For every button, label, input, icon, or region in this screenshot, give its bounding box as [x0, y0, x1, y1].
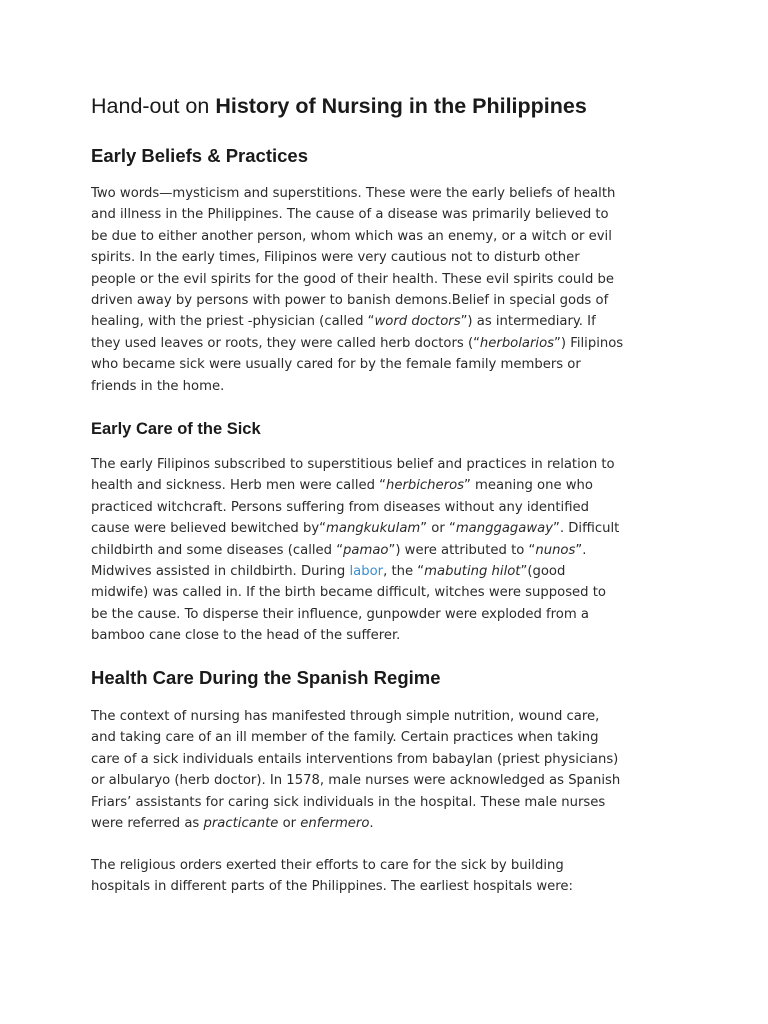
text-run: ”) were attributed to “: [388, 542, 536, 558]
text-line: [91, 540, 691, 561]
text-run: bamboo cane close to the head of the sufferer.: [91, 628, 401, 644]
text-run: be due to either another person, whom which was an enemy, or a witch or evil: [91, 228, 612, 244]
text-line: [91, 311, 691, 332]
text-run: The context of nursing has manifested through simple nutrition, wound care,: [91, 709, 600, 724]
text-run: ” or “: [420, 521, 456, 537]
text-run: ”. Difficult: [553, 521, 620, 537]
italic-term: enfermero: [300, 816, 370, 832]
text-run: hospitals in different parts of the Philippines. The earliest hospitals were:: [91, 879, 573, 895]
text-run: midwife) was called in. If the birth became difficult, witches were supposed to: [91, 585, 606, 601]
paragraph-religious-orders: [91, 855, 691, 898]
text-run: ”) as intermediary. If: [460, 314, 596, 330]
text-line: [91, 497, 691, 518]
text-line: [91, 226, 691, 247]
text-line: [91, 706, 691, 727]
text-run: ”(good: [520, 564, 566, 580]
text-line: [91, 183, 691, 204]
text-run: Midwives assisted in childbirth. During: [91, 564, 350, 580]
text-run: .: [369, 816, 374, 832]
text-line: [91, 813, 691, 834]
text-line: [91, 247, 691, 268]
text-line: [91, 475, 691, 496]
text-run: who became sick were usually cared for by the female family members or: [91, 357, 581, 373]
italic-term: manggagaway: [455, 521, 554, 537]
text-line: [91, 518, 691, 539]
text-run: The religious orders exerted their efforts to care for the sick by building: [91, 858, 564, 873]
italic-term: herbicheros: [386, 478, 465, 494]
text-run: and taking care of an ill member of the family. Certain practices when taking: [91, 730, 599, 746]
paragraph-early-beliefs: [91, 183, 691, 397]
text-run: they used leaves or roots, they were called herb doctors (“: [91, 335, 480, 351]
heading-early-beliefs: Early Beliefs & Practices: [91, 145, 308, 166]
text-line: [91, 749, 691, 770]
italic-term: nunos: [535, 542, 576, 558]
italic-term: mabuting hilot: [424, 564, 521, 580]
text-run: ” meaning one who: [464, 478, 593, 494]
italic-term: practicante: [203, 816, 279, 832]
text-line: [91, 561, 691, 582]
text-run: Friars’ assistants for caring sick individuals in the hospital. These male nurses: [91, 794, 606, 810]
text-run: spirits. In the early times, Filipinos were very cautious not to disturb other: [91, 250, 580, 266]
text-run: driven away by persons with power to banish demons.Belief in special gods of: [91, 293, 609, 309]
text-line: [91, 333, 691, 354]
text-run: were referred as: [91, 816, 204, 832]
text-line: [91, 792, 691, 813]
text-line: [91, 625, 691, 646]
text-run: Two words—mysticism and superstitions. These were the early beliefs of health: [91, 186, 616, 201]
text-run: cause were believed bewitched by“: [91, 521, 327, 537]
document-title: [91, 94, 587, 119]
italic-term: mangkukulam: [326, 521, 421, 537]
heading-early-care: Early Care of the Sick: [91, 420, 261, 438]
text-run: people or the evil spirits for the good of their health. These evil spirits could be: [91, 271, 615, 287]
text-line: [91, 454, 691, 475]
text-run: and illness in the Philippines. The cause of a disease was primarily believed to: [91, 207, 609, 223]
text-run: practiced witchcraft. Persons suffering from diseases without any identified: [91, 499, 590, 515]
text-run: or albularyo (herb doctor). In 1578, male nurses were acknowledged as Spanish: [91, 773, 621, 789]
text-run: The early Filipinos subscribed to superstitious belief and practices in relation to: [91, 457, 615, 472]
italic-term: herbolarios: [479, 335, 555, 351]
text-run: childbirth and some diseases (called “: [91, 542, 344, 558]
title-prefix: Hand-out on: [91, 94, 216, 118]
paragraph-spanish-regime: [91, 706, 691, 834]
text-line: [91, 727, 691, 748]
text-run: care of a sick individuals entails interventions from babaylan (priest physicians): [91, 751, 619, 767]
title-main: History of Nursing in the Philippines: [215, 94, 587, 118]
text-line: [91, 876, 691, 897]
text-line: [91, 376, 691, 397]
text-run: ”.: [575, 542, 587, 558]
text-run: health and sickness. Herb men were called “: [91, 478, 386, 494]
text-run: healing, with the priest -physician (called “: [91, 314, 375, 330]
text-run: or: [278, 816, 301, 832]
paragraph-early-care: [91, 454, 691, 647]
text-line: [91, 269, 691, 290]
text-line: [91, 204, 691, 225]
text-line: [91, 582, 691, 603]
heading-spanish-regime: Health Care During the Spanish Regime: [91, 667, 441, 688]
italic-term: pamao: [343, 542, 389, 558]
text-run: , the “: [383, 564, 425, 580]
text-line: [91, 770, 691, 791]
text-line: [91, 354, 691, 375]
inline-link[interactable]: labor: [349, 564, 384, 580]
text-run: ”) Filipinos: [554, 335, 624, 351]
italic-term: word doctors: [374, 314, 461, 330]
text-run: friends in the home.: [91, 378, 225, 394]
text-line: [91, 290, 691, 311]
text-line: [91, 855, 691, 876]
text-run: be the cause. To disperse their influence, gunpowder were exploded from a: [91, 606, 589, 622]
text-line: [91, 604, 691, 625]
